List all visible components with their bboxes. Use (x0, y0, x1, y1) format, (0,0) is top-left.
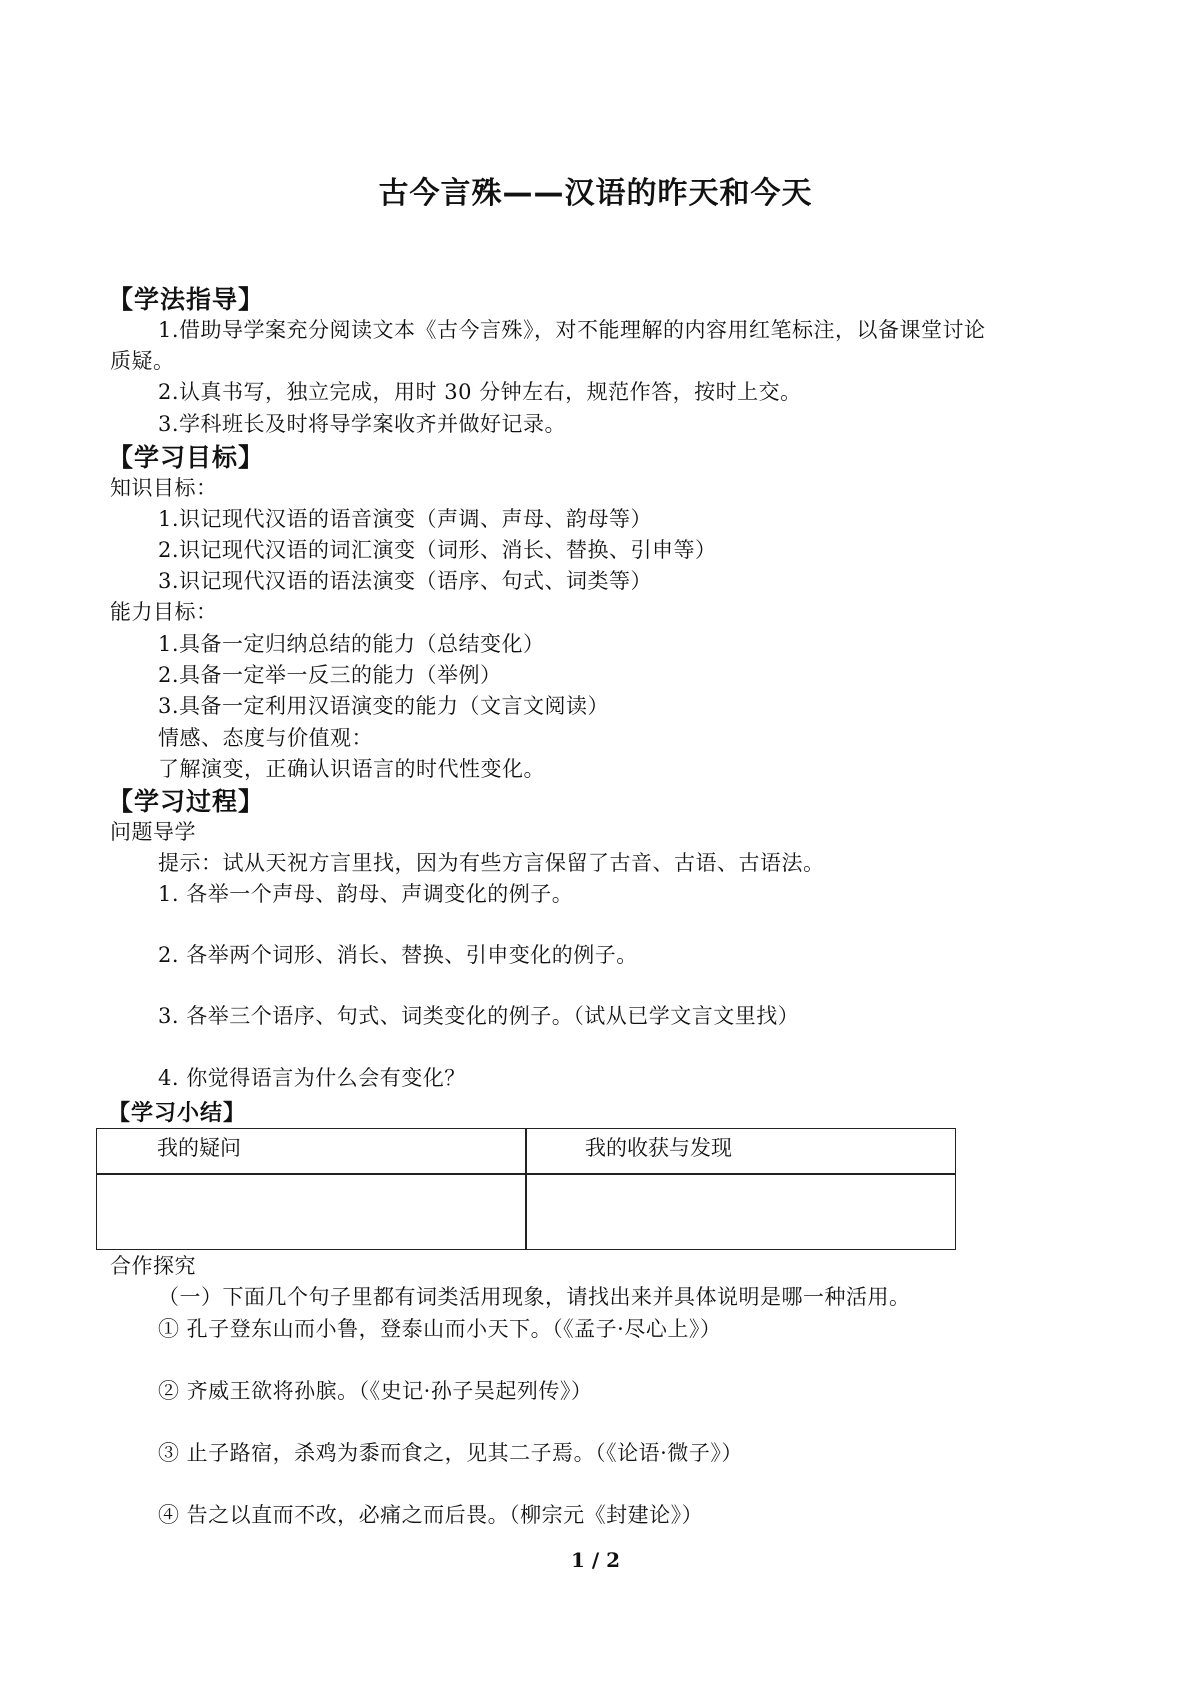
knowledge-objective-2: 2.识记现代汉语的词汇演变（词形、消长、替换、引申等） (158, 538, 717, 562)
page-number: 1 / 2 (570, 1548, 621, 1572)
study-method-item-3: 3.学科班长及时将导学案收齐并做好记录。 (158, 412, 567, 436)
guide-label: 问题导学 (110, 820, 196, 844)
guide-hint: 提示：试从天祝方言里找，因为有些方言保留了古音、古语、古语法。 (158, 851, 825, 875)
knowledge-objective-3: 3.识记现代汉语的语法演变（语序、句式、词类等） (158, 569, 653, 593)
sentence-3: ③ 止子路宿，杀鸡为黍而食之，见其二子焉。（《论语·微子》） (158, 1441, 743, 1465)
sentence-2: ② 齐威王欲将孙膑。（《史记·孙子吴起列传》） (158, 1379, 593, 1403)
ability-objective-1: 1.具备一定归纳总结的能力（总结变化） (158, 632, 545, 656)
sentence-4: ④ 告之以直而不改，必痛之而后畏。（柳宗元《封建论》） (158, 1503, 704, 1527)
emotion-objectives-label: 情感、态度与价值观： (158, 726, 373, 750)
cooperation-intro: （一）下面几个句子里都有词类活用现象，请找出来并具体说明是哪一种活用。 (158, 1285, 911, 1309)
ability-objectives-label: 能力目标： (110, 600, 218, 624)
ability-objective-3: 3.具备一定利用汉语演变的能力（文言文阅读） (158, 694, 610, 718)
question-1: 1. 各举一个声母、韵母、声调变化的例子。 (158, 882, 574, 906)
heading-study-method: 【学法指导】 (108, 285, 265, 314)
table-row-divider (97, 1173, 955, 1175)
heading-process: 【学习过程】 (108, 787, 265, 816)
study-method-item-1-line-1: 1.借助导学案充分阅读文本《古今言殊》，对不能理解的内容用红笔标注，以备课堂讨论 (158, 318, 986, 342)
knowledge-objectives-label: 知识目标： (110, 476, 218, 500)
table-header-gains: 我的收获与发现 (585, 1136, 732, 1160)
ability-objective-2: 2.具备一定举一反三的能力（举例） (158, 663, 502, 687)
table-column-divider (525, 1129, 527, 1249)
study-method-item-2: 2.认真书写，独立完成，用时 30 分钟左右，规范作答，按时上交。 (158, 380, 802, 404)
question-2: 2. 各举两个词形、消长、替换、引申变化的例子。 (158, 943, 638, 967)
heading-objectives: 【学习目标】 (108, 443, 265, 472)
cooperation-label: 合作探究 (110, 1254, 196, 1278)
document-title: 古今言殊——汉语的昨天和今天 (378, 176, 813, 211)
question-3: 3. 各举三个语序、句式、词类变化的例子。（试从已学文言文里找） (158, 1004, 800, 1028)
knowledge-objective-1: 1.识记现代汉语的语音演变（声调、声母、韵母等） (158, 507, 653, 531)
question-4: 4. 你觉得语言为什么会有变化？ (158, 1066, 466, 1090)
table-header-questions: 我的疑问 (157, 1136, 241, 1160)
heading-summary: 【学习小结】 (108, 1101, 247, 1126)
study-method-item-1-line-2: 质疑。 (110, 349, 175, 373)
sentence-1: ① 孔子登东山而小鲁，登泰山而小天下。（《孟子·尽心上》） (158, 1317, 722, 1341)
summary-table (96, 1128, 956, 1250)
emotion-objective: 了解演变，正确认识语言的时代性变化。 (158, 757, 545, 781)
